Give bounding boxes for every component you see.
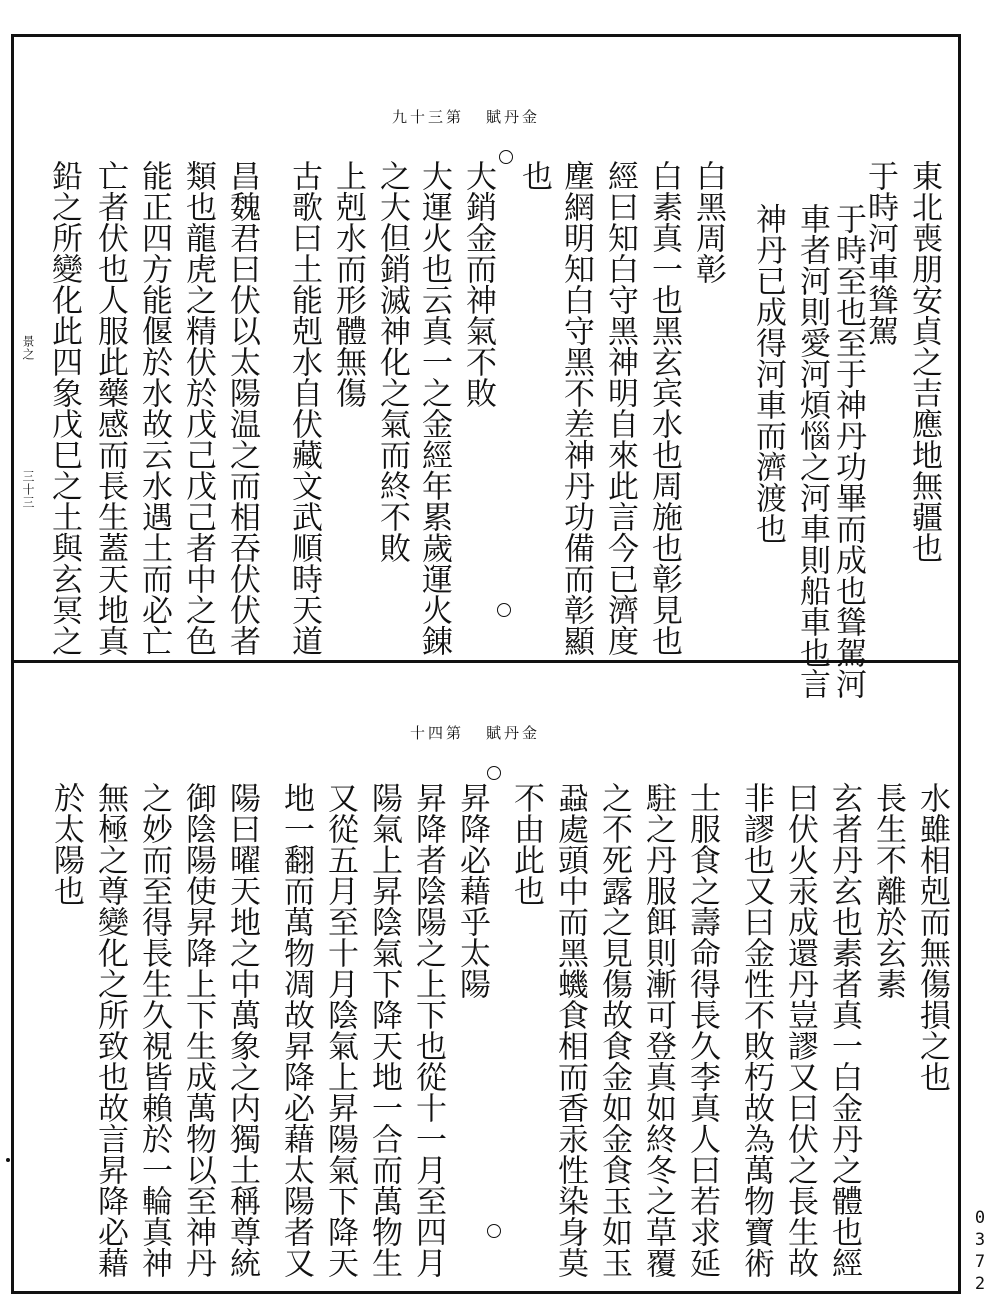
lower-column: 又從五月至十月陰氣上昇陽氣下降天: [322, 782, 358, 1278]
lower-book-title: 金丹賦: [486, 724, 541, 742]
upper-folio: 第三十九: [392, 108, 465, 126]
upper-column: 古歌曰土能剋水自伏藏文武順時天道: [286, 160, 322, 656]
lower-column: 昇降者陰陽之上下也從十一月至四月: [410, 782, 446, 1278]
upper-book-title: 金丹賦: [486, 108, 541, 126]
upper-column: 經曰知白守黑神明自來此言今已濟度: [602, 160, 638, 656]
upper-column: 也: [516, 160, 552, 191]
lower-column: 地一翻而萬物凋故昇降必藉太陽者又: [278, 782, 314, 1278]
upper-column: 大運火也云真一之金經年累歲運火錬: [416, 160, 452, 656]
section-marker: [497, 603, 511, 617]
lower-column: 陽氣上昇陰氣下降天地一合而萬物生: [366, 782, 402, 1278]
section-marker: [487, 766, 501, 780]
lower-column: 非謬也又曰金性不敗朽故為萬物寶術: [738, 782, 774, 1278]
upper-column: 上剋水而形體無傷: [330, 160, 366, 408]
upper-column: 塵網明知白守黑不差神丹功備而彰顯: [558, 160, 594, 656]
upper-column: 亡者伏也人服此藥感而長生蓋天地真: [92, 160, 128, 656]
lower-column: 之不死露之見傷故食金如金食玉如玉: [596, 782, 632, 1278]
margin-dot: [6, 1158, 10, 1162]
lower-folio: 第四十: [410, 724, 465, 742]
lower-column: 長生不離於玄素: [870, 782, 906, 999]
lower-column: 御陰陽使昇降上下生成萬物以至神丹: [180, 782, 216, 1278]
section-marker: [487, 1224, 501, 1238]
upper-column: 能正四方能偃於水故云水遇土而必亡: [136, 160, 172, 656]
lower-column: 蝨處頭中而黑蟣食相而香汞性染身莫: [552, 782, 588, 1278]
lower-column: 士服食之壽命得長久李真人曰若求延: [684, 782, 720, 1278]
section-marker: [499, 150, 513, 164]
lower-column: 之妙而至得長生久視皆賴於一輪真神: [136, 782, 172, 1278]
upper-column: 之大但銷滅神化之氣而終不敗: [374, 160, 410, 563]
upper-header: [392, 106, 540, 127]
lower-header: [410, 722, 540, 743]
upper-column: 鉛之所變化此四象戊巳之土與玄冥之: [46, 160, 82, 656]
lower-column: 駐之丹服餌則漸可登真如終冬之草覆: [640, 782, 676, 1278]
upper-column: 類也龍虎之精伏於戊己戊己者中之色: [180, 160, 216, 656]
lower-column: 水雖相剋而無傷損之也: [914, 782, 950, 1092]
upper-column: 神丹已成得河車而濟渡也: [750, 203, 786, 544]
upper-column: 昌魏君曰伏以太陽温之而相吞伏伏者: [224, 160, 260, 656]
margin-note: 景之: [21, 335, 35, 361]
upper-column: 于時河車聳駕: [862, 160, 898, 346]
lower-column: 曰伏火汞成還丹豈謬又曰伏之長生故: [782, 782, 818, 1278]
upper-column: 白素真一也黑玄宾水也周施也彰見也: [646, 160, 682, 656]
lower-column: 無極之尊變化之所致也故言昇降必藉: [92, 782, 128, 1278]
upper-column: 東北喪朋安貞之吉應地無疆也: [906, 160, 942, 563]
lower-column: 玄者丹玄也素者真一白金丹之體也經: [826, 782, 862, 1278]
upper-column: 大銷金而神氣不敗: [460, 160, 496, 408]
lower-column: 於太陽也: [48, 782, 84, 906]
margin-note: 三十三: [21, 470, 35, 509]
upper-column: 車者河則愛河煩惱之河車則船車也言: [794, 203, 830, 699]
lower-column: 昇降必藉乎太陽: [454, 782, 490, 999]
lower-column: 陽曰曜天地之中萬象之内獨土稱尊統: [224, 782, 260, 1278]
upper-column: 于時至也至于神丹功畢而成也聳駕河: [830, 203, 866, 699]
page-number: 0372: [970, 1208, 990, 1296]
upper-column: 白黑周彰: [690, 160, 726, 284]
lower-column: 不由此也: [508, 782, 544, 906]
